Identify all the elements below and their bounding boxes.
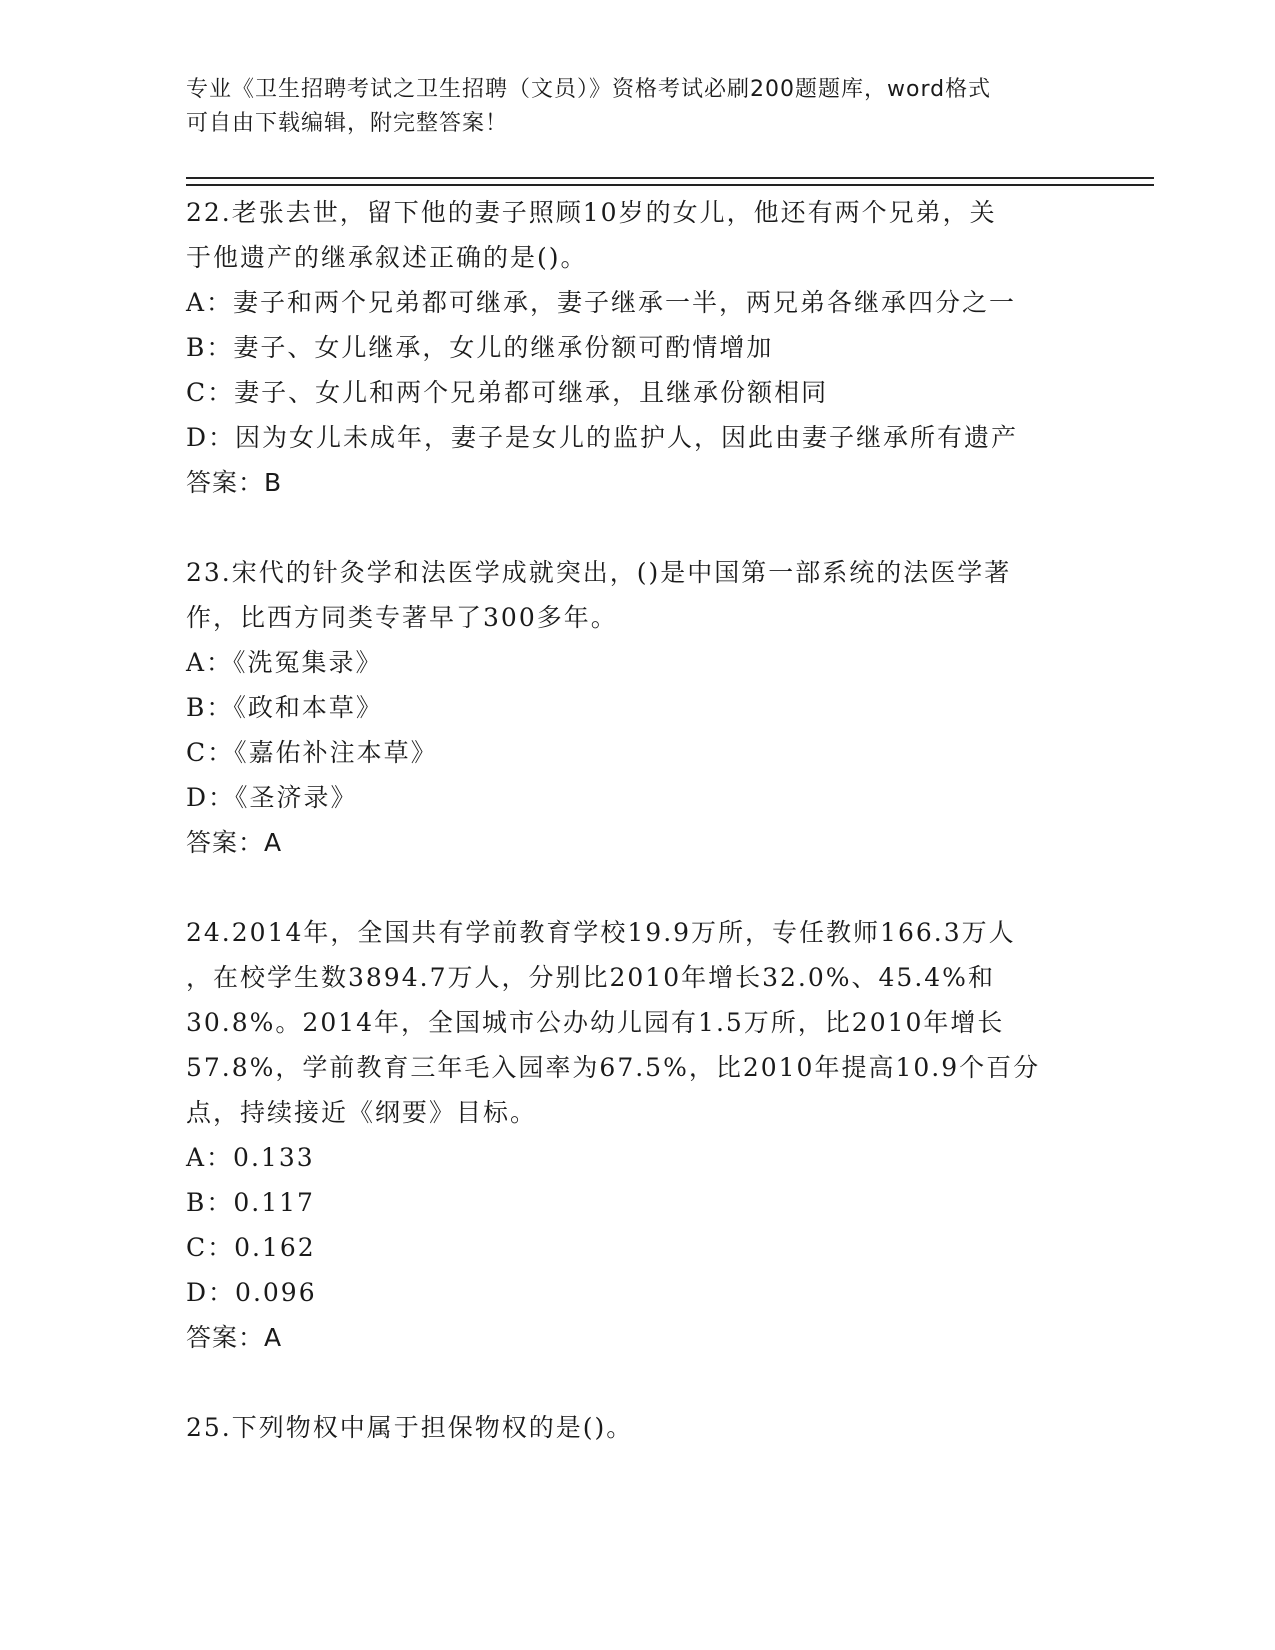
header-rule-top (186, 177, 1154, 179)
option-b: B：《政和本草》 (186, 693, 383, 722)
question-spacer (186, 1360, 1086, 1405)
question-text-line: 作，比西方同类专著早了300多年。 (186, 603, 618, 632)
header-rule-bottom (186, 184, 1154, 186)
option-c: C：《嘉佑补注本草》 (186, 738, 438, 767)
option-d: D：因为女儿未成年，妻子是女儿的监护人，因此由妻子继承所有遗产 (186, 423, 1019, 452)
question-22 (186, 190, 1086, 505)
question-text-line: 22.老张去世，留下他的妻子照顾10岁的女儿，他还有两个兄弟，关 (186, 198, 997, 227)
question-24 (186, 910, 1086, 1360)
header-title-line-1: 专业《卫生招聘考试之卫生招聘（文员）》资格考试必刷200题题库，word格式 (186, 77, 992, 102)
option-b: B：0.117 (186, 1188, 315, 1217)
option-d: D：《圣济录》 (186, 783, 358, 812)
option-c: C：0.162 (186, 1233, 316, 1262)
question-text-line: 57.8%，学前教育三年毛入园率为67.5%，比2010年提高10.9个百分 (186, 1053, 1041, 1082)
question-spacer (186, 505, 1086, 550)
question-25 (186, 1405, 1086, 1450)
question-list (186, 190, 1086, 1450)
question-23 (186, 550, 1086, 865)
option-a: A：妻子和两个兄弟都可继承，妻子继承一半，两兄弟各继承四分之一 (186, 288, 1017, 317)
question-text-line: 点，持续接近《纲要》目标。 (186, 1098, 538, 1127)
answer-line: 答案：A (186, 1323, 283, 1352)
question-text-line: 25.下列物权中属于担保物权的是()。 (186, 1413, 634, 1442)
answer-line: 答案：B (186, 468, 283, 497)
option-b: B：妻子、女儿继承，女儿的继承份额可酌情增加 (186, 333, 774, 362)
option-a: A：《洗冤集录》 (186, 648, 383, 677)
option-d: D：0.096 (186, 1278, 317, 1307)
option-c: C：妻子、女儿和两个兄弟都可继承，且继承份额相同 (186, 378, 829, 407)
question-text-line: 23.宋代的针灸学和法医学成就突出，()是中国第一部系统的法医学著 (186, 558, 1012, 587)
document-header (186, 73, 1066, 141)
option-a: A：0.133 (186, 1143, 315, 1172)
header-title-line-2: 可自由下载编辑，附完整答案！ (186, 111, 509, 136)
question-text-line: ，在校学生数3894.7万人，分别比2010年增长32.0%、45.4%和 (186, 963, 995, 992)
question-text-line: 30.8%。2014年，全国城市公办幼儿园有1.5万所，比2010年增长 (186, 1008, 1005, 1037)
answer-line: 答案：A (186, 828, 283, 857)
question-spacer (186, 865, 1086, 910)
question-text-line: 于他遗产的继承叙述正确的是()。 (186, 243, 588, 272)
question-text-line: 24.2014年，全国共有学前教育学校19.9万所，专任教师166.3万人 (186, 918, 1016, 947)
